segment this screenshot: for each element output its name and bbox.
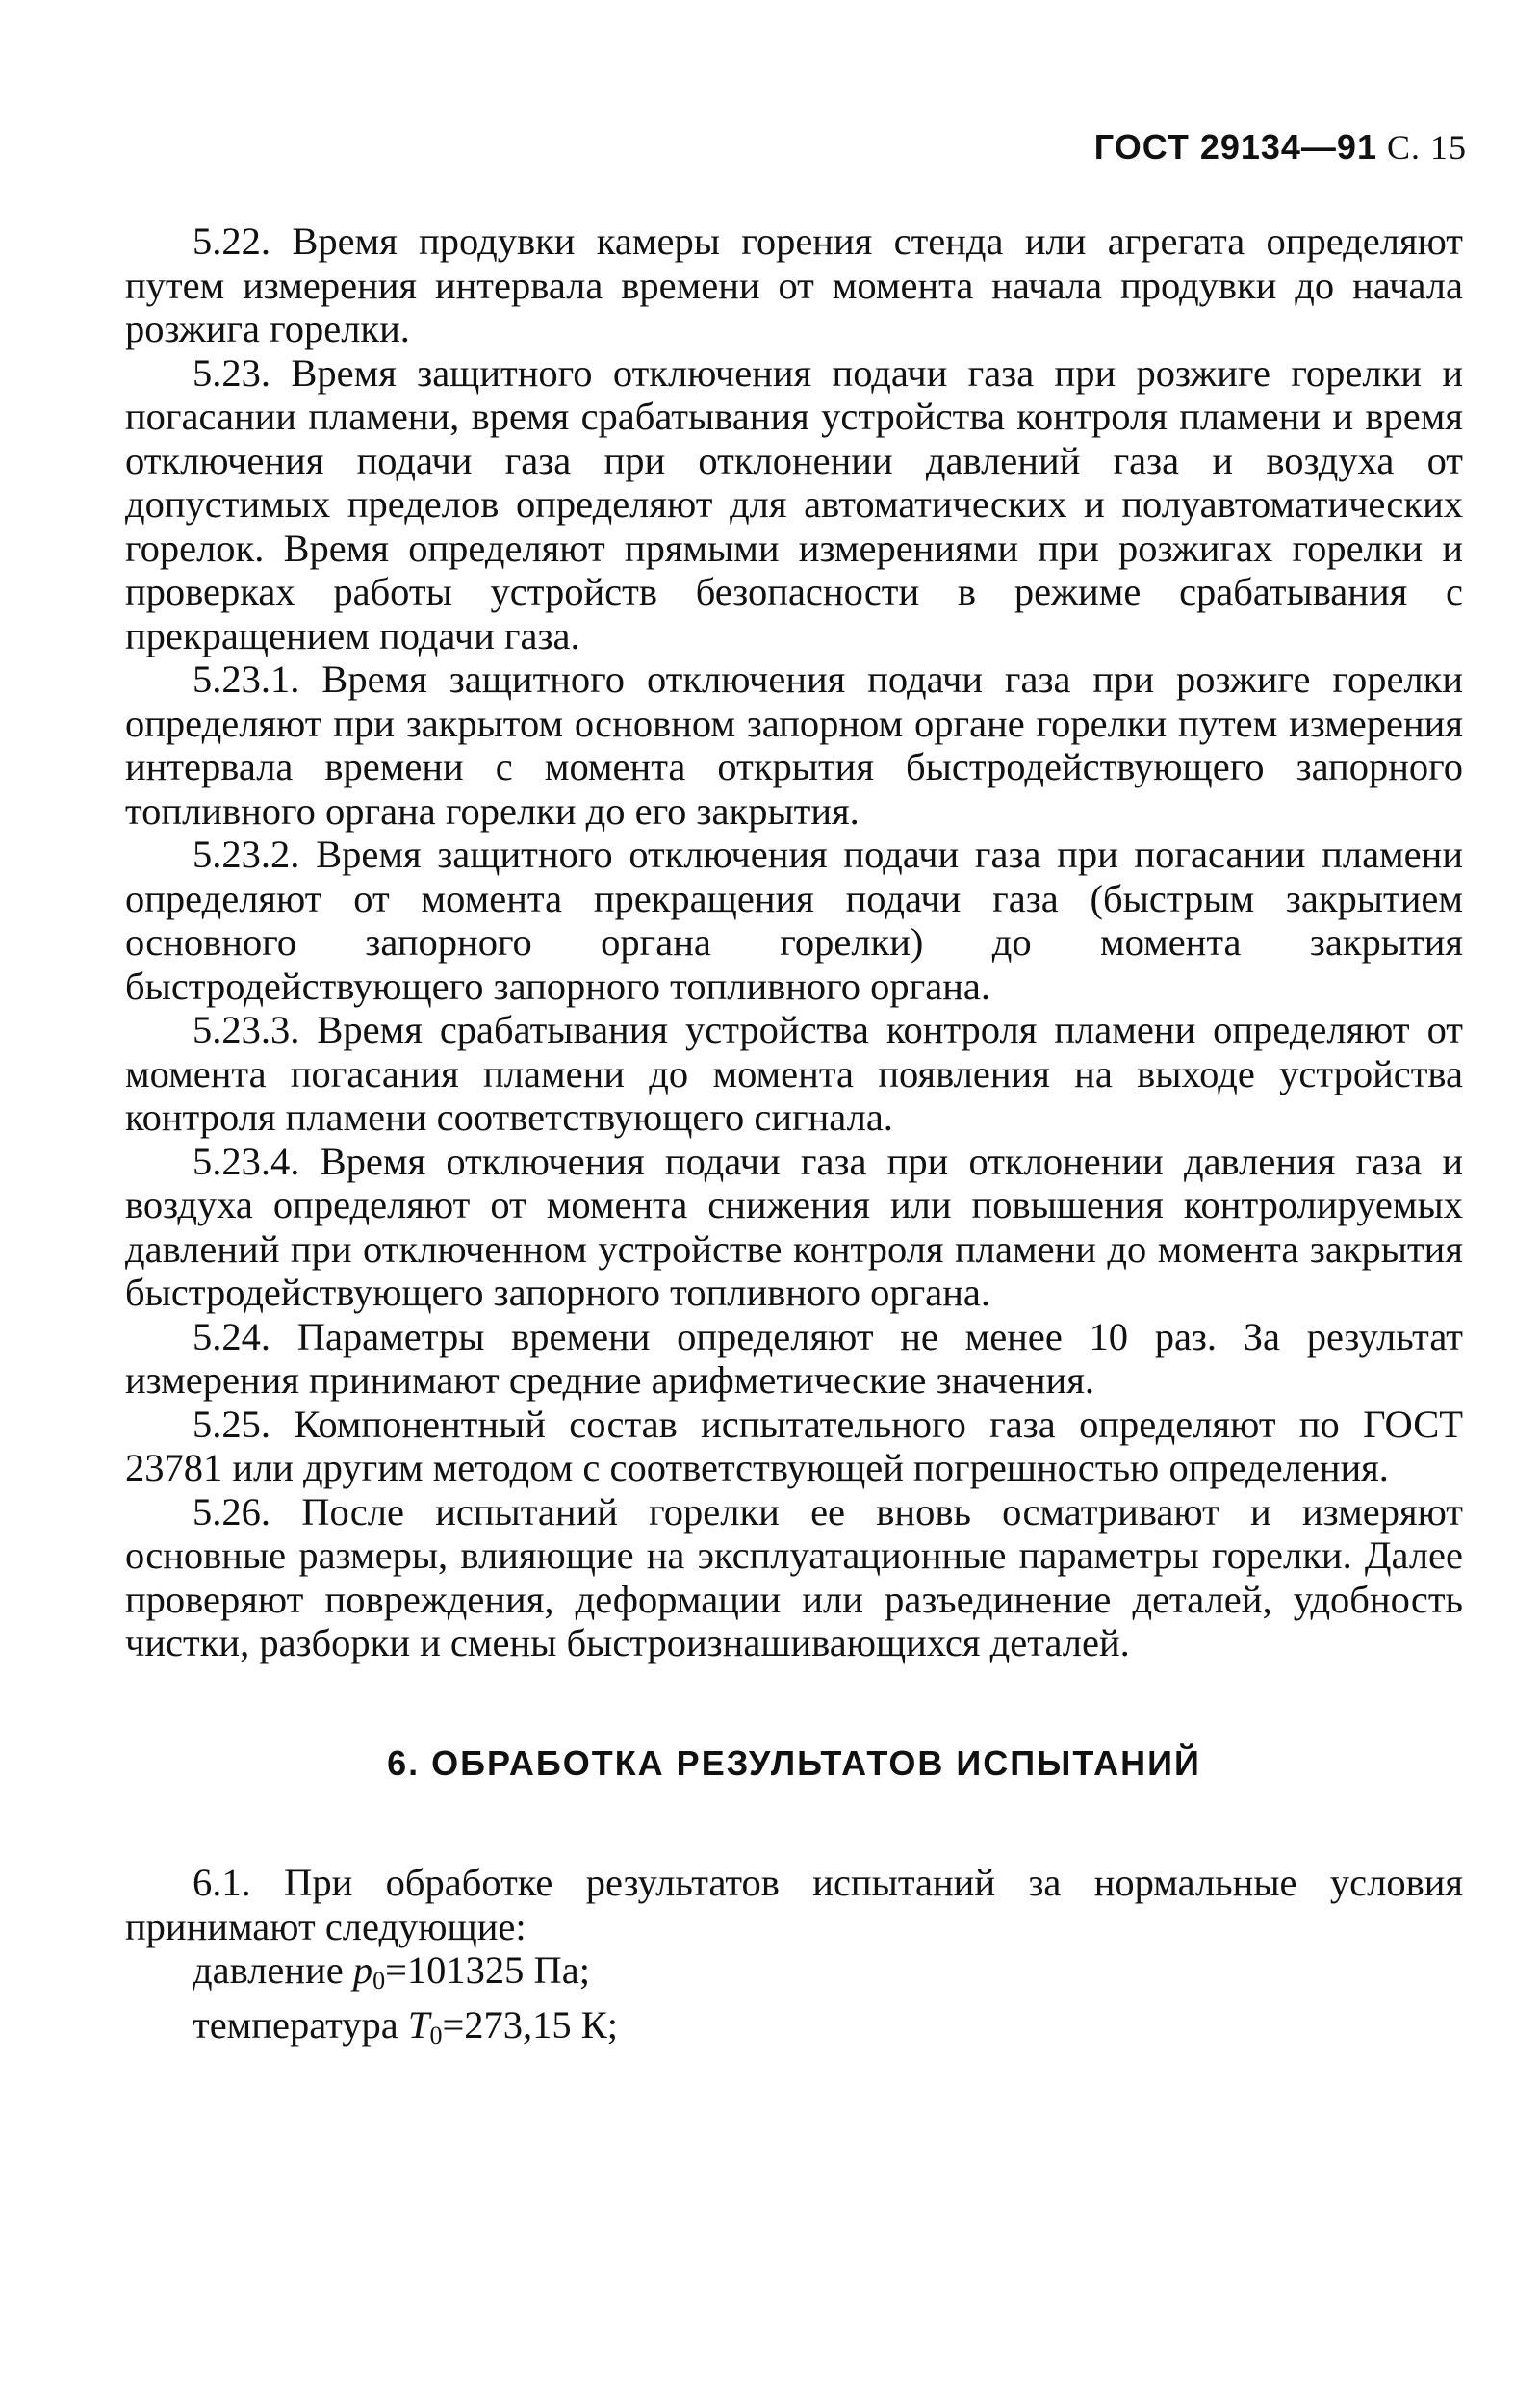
- pressure-symbol: p: [352, 1948, 373, 1992]
- pressure-condition: [125, 1948, 1463, 2003]
- section-6-title: 6. ОБРАБОТКА РЕЗУЛЬТАТОВ ИСПЫТАНИЙ: [387, 1742, 1201, 1783]
- paragraph-5-24: 5.24. Параметры времени определяют не менее 10 раз. За результат измерения принимают средние арифметические значения.: [125, 1314, 1463, 1402]
- paragraph-5-22: 5.22. Время продувки камеры горения стенда или агрегата определяют путем измерения интервала времени от момента начала продувки до начала розжига горелки.: [125, 219, 1463, 350]
- paragraph-5-23: 5.23. Время защитного отключения подачи газа при розжиге горелки и погасании пламени, время срабатывания устройства контроля пламени и время отключения подачи газа при отклонении давлений газа и воздуха от допустимых пределов определяют для автоматических и полуавтоматических горелок. Время определяют прямыми измерениями при розжигах горелки и проверках работы устройств безопасности в режиме срабатывания с прекращением подачи газа.: [125, 350, 1463, 657]
- paragraph-5-23-2: 5.23.2. Время защитного отключения подачи газа при погасании пламени определяют от момента прекращения подачи газа (быстрым закрытием основного запорного органа горелки) до момента закрытия быстродействующего запорного топливного органа.: [125, 833, 1463, 1008]
- pressure-label: давление: [192, 1948, 344, 1992]
- paragraph-5-26: 5.26. После испытаний горелки ее вновь осматривают и измеряют основные размеры, влияющие на эксплуатационные параметры горелки. Далее проверяют повреждения, деформации или разъединение деталей, удобность чистки, разборки и смены быстроизнашивающихся деталей.: [125, 1489, 1463, 1664]
- paragraph-6-1: 6.1. При обработке результатов испытаний за нормальные условия принимают следующие:: [125, 1861, 1463, 1948]
- page-header: [1094, 127, 1467, 168]
- pressure-value: =101325 Па;: [385, 1948, 591, 1992]
- paragraph-5-23-1: 5.23.1. Время защитного отключения подачи газа при розжиге горелки определяют при закрытом основном запорном органе горелки путем измерения интервала времени с момента открытия быстродействующего запорного топливного органа горелки до его закрытия.: [125, 657, 1463, 833]
- paragraph-5-23-4: 5.23.4. Время отключения подачи газа при отклонении давления газа и воздуха определяют от момента снижения или повышения контролируемых давлений при отключенном устройстве контроля пламени до момента закрытия быстродействующего запорного топливного органа.: [125, 1139, 1463, 1314]
- paragraph-5-23-3: 5.23.3. Время срабатывания устройства контроля пламени определяют от момента погасания пламени до момента появления на выходе устройства контроля пламени соответствующего сигнала.: [125, 1008, 1463, 1139]
- document-body: [125, 219, 1463, 2057]
- temperature-value: =273,15 К;: [442, 2002, 619, 2047]
- standard-number: ГОСТ 29134—91: [1093, 127, 1377, 167]
- pressure-subscript: 0: [372, 1967, 386, 1995]
- paragraph-5-25: 5.25. Компонентный состав испытательного газа определяют по ГОСТ 23781 или другим методом с соответствующей погрешностью определения.: [125, 1402, 1463, 1489]
- temperature-subscript: 0: [429, 2021, 443, 2049]
- page-number: С. 15: [1386, 128, 1467, 167]
- temperature-condition: [125, 2003, 1463, 2058]
- temperature-symbol: T: [407, 2002, 430, 2047]
- temperature-label: температура: [192, 2002, 398, 2047]
